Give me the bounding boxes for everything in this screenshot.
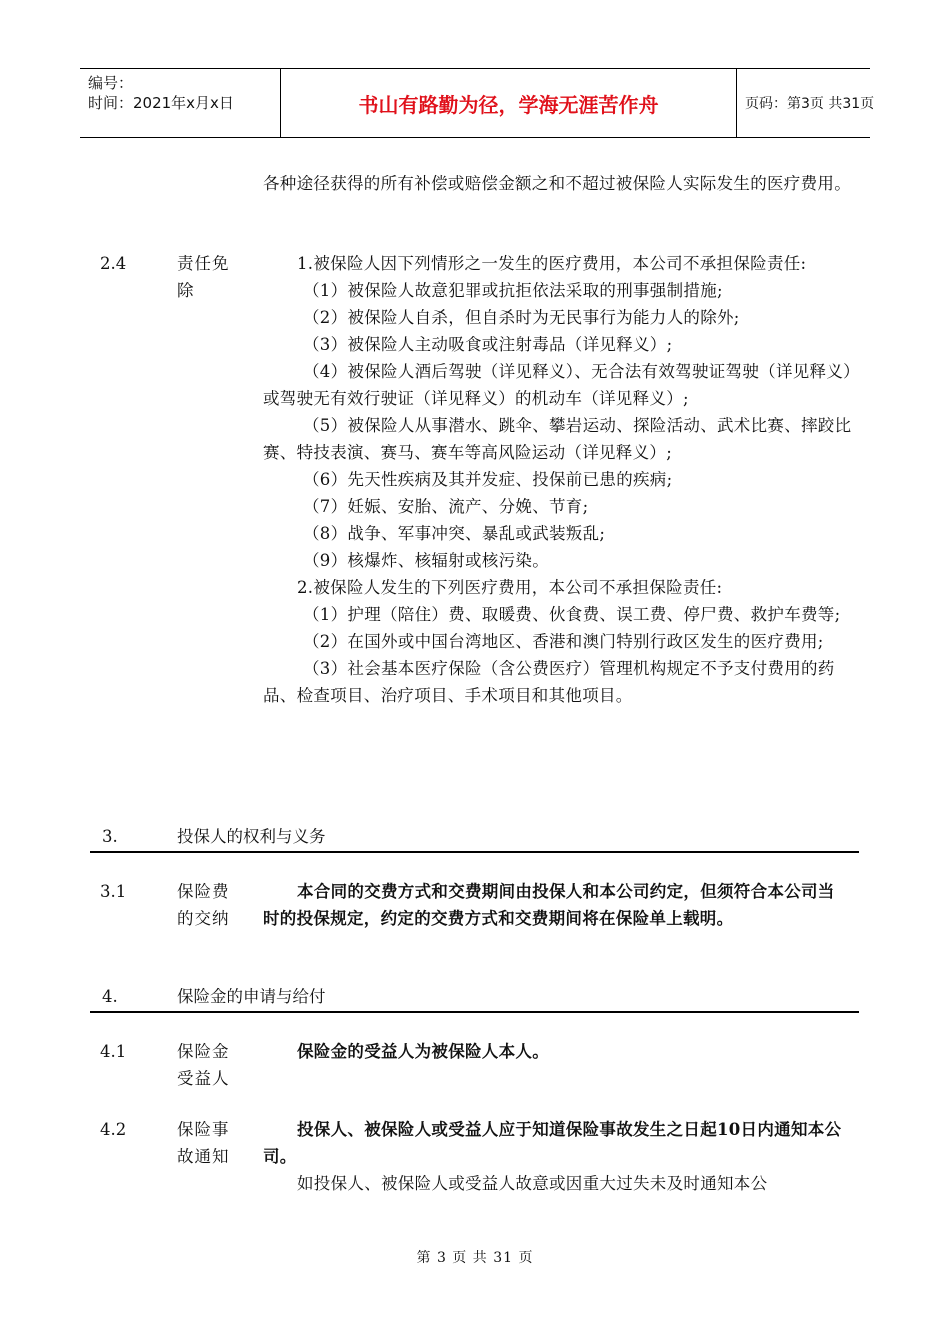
exclusion-item: （4）被保险人酒后驾驶（详见释义）、无合法有效驾驶证驾驶（详见释义）或驾驶无有效行驶证（详见释义）的机动车（详见释义）; xyxy=(263,362,852,408)
section-title: 保险金的申请与给付 xyxy=(177,987,326,1006)
number-label: 编号： xyxy=(88,74,134,92)
clause-number: 3.1 xyxy=(100,882,127,901)
exclusion-item: （2）被保险人自杀，但自杀时为无民事行为能力人的除外; xyxy=(303,308,740,327)
exclusion-item: （3）被保险人主动吸食或注射毒品（详见释义）; xyxy=(303,335,673,354)
clause-text: 投保人、被保险人或受益人应于知道保险事故发生之日起10日内通知本公司。 xyxy=(263,1120,842,1166)
exclusion-item: （9）核爆炸、核辐射或核污染。 xyxy=(303,551,549,570)
exclusion-item: （7）妊娠、安胎、流产、分娩、节育; xyxy=(303,497,589,516)
exclusion-item: （3）社会基本医疗保险（含公费医疗）管理机构规定不予支付费用的药品、检查项目、治疗项目、手术项目和其他项目。 xyxy=(263,659,835,705)
clause-label: 保险事故通知 xyxy=(177,1120,230,1166)
clause-text: 如投保人、被保险人或受益人故意或因重大过失未及时通知本公 xyxy=(297,1174,768,1193)
section-title: 投保人的权利与义务 xyxy=(177,827,326,846)
clause-number: 4.1 xyxy=(100,1042,127,1061)
clause-number: 4.2 xyxy=(100,1120,127,1139)
date-label: 时间：2021年x月x日 xyxy=(88,94,234,112)
clause-body: 保险金的受益人为被保险人本人。 xyxy=(297,1042,549,1061)
header-motto: 书山有路勤为径，学海无涯苦作舟 xyxy=(280,69,737,137)
clause-body xyxy=(263,250,858,709)
clause-body: 本合同的交费方式和交费期间由投保人和本公司约定，但须符合本公司当时的投保规定，约定的交费方式和交费期间将在保险单上载明。 xyxy=(263,882,835,928)
page-header xyxy=(80,68,875,138)
section-heading xyxy=(90,823,859,853)
exclusion-item: （5）被保险人从事潜水、跳伞、攀岩运动、探险活动、武术比赛、摔跤比赛、特技表演、赛马、赛车等高风险运动（详见释义）; xyxy=(263,416,852,462)
header-meta xyxy=(80,69,280,137)
header-page-info: 页码：第3页 共31页 xyxy=(745,96,875,112)
clause-label: 保险金受益人 xyxy=(177,1042,230,1088)
exclusion-item: （2）在国外或中国台湾地区、香港和澳门特别行政区发生的医疗费用; xyxy=(303,632,824,651)
exclusion-intro-2: 2.被保险人发生的下列医疗费用，本公司不承担保险责任: xyxy=(297,578,723,597)
page-footer: 第 3 页 共 31 页 xyxy=(416,1250,534,1266)
clause-body xyxy=(263,1116,843,1197)
exclusion-intro-1: 1.被保险人因下列情形之一发生的医疗费用，本公司不承担保险责任: xyxy=(297,254,807,273)
exclusion-item: （6）先天性疾病及其并发症、投保前已患的疾病; xyxy=(303,470,673,489)
exclusion-item: （8）战争、军事冲突、暴乱或武装叛乱; xyxy=(303,524,606,543)
section-number: 3. xyxy=(102,827,118,846)
section-heading xyxy=(90,983,859,1013)
exclusion-item: （1）被保险人故意犯罪或抗拒依法采取的刑事强制措施; xyxy=(303,281,723,300)
clause-number: 2.4 xyxy=(100,254,127,273)
exclusion-item: （1）护理（陪住）费、取暖费、伙食费、误工费、停尸费、救护车费等; xyxy=(303,605,841,624)
clause-label: 责任免除 xyxy=(177,254,230,300)
continuation-text: 各种途径获得的所有补偿或赔偿金额之和不超过被保险人实际发生的医疗费用。 xyxy=(263,174,851,193)
clause-label: 保险费的交纳 xyxy=(177,882,230,928)
section-number: 4. xyxy=(102,987,118,1006)
